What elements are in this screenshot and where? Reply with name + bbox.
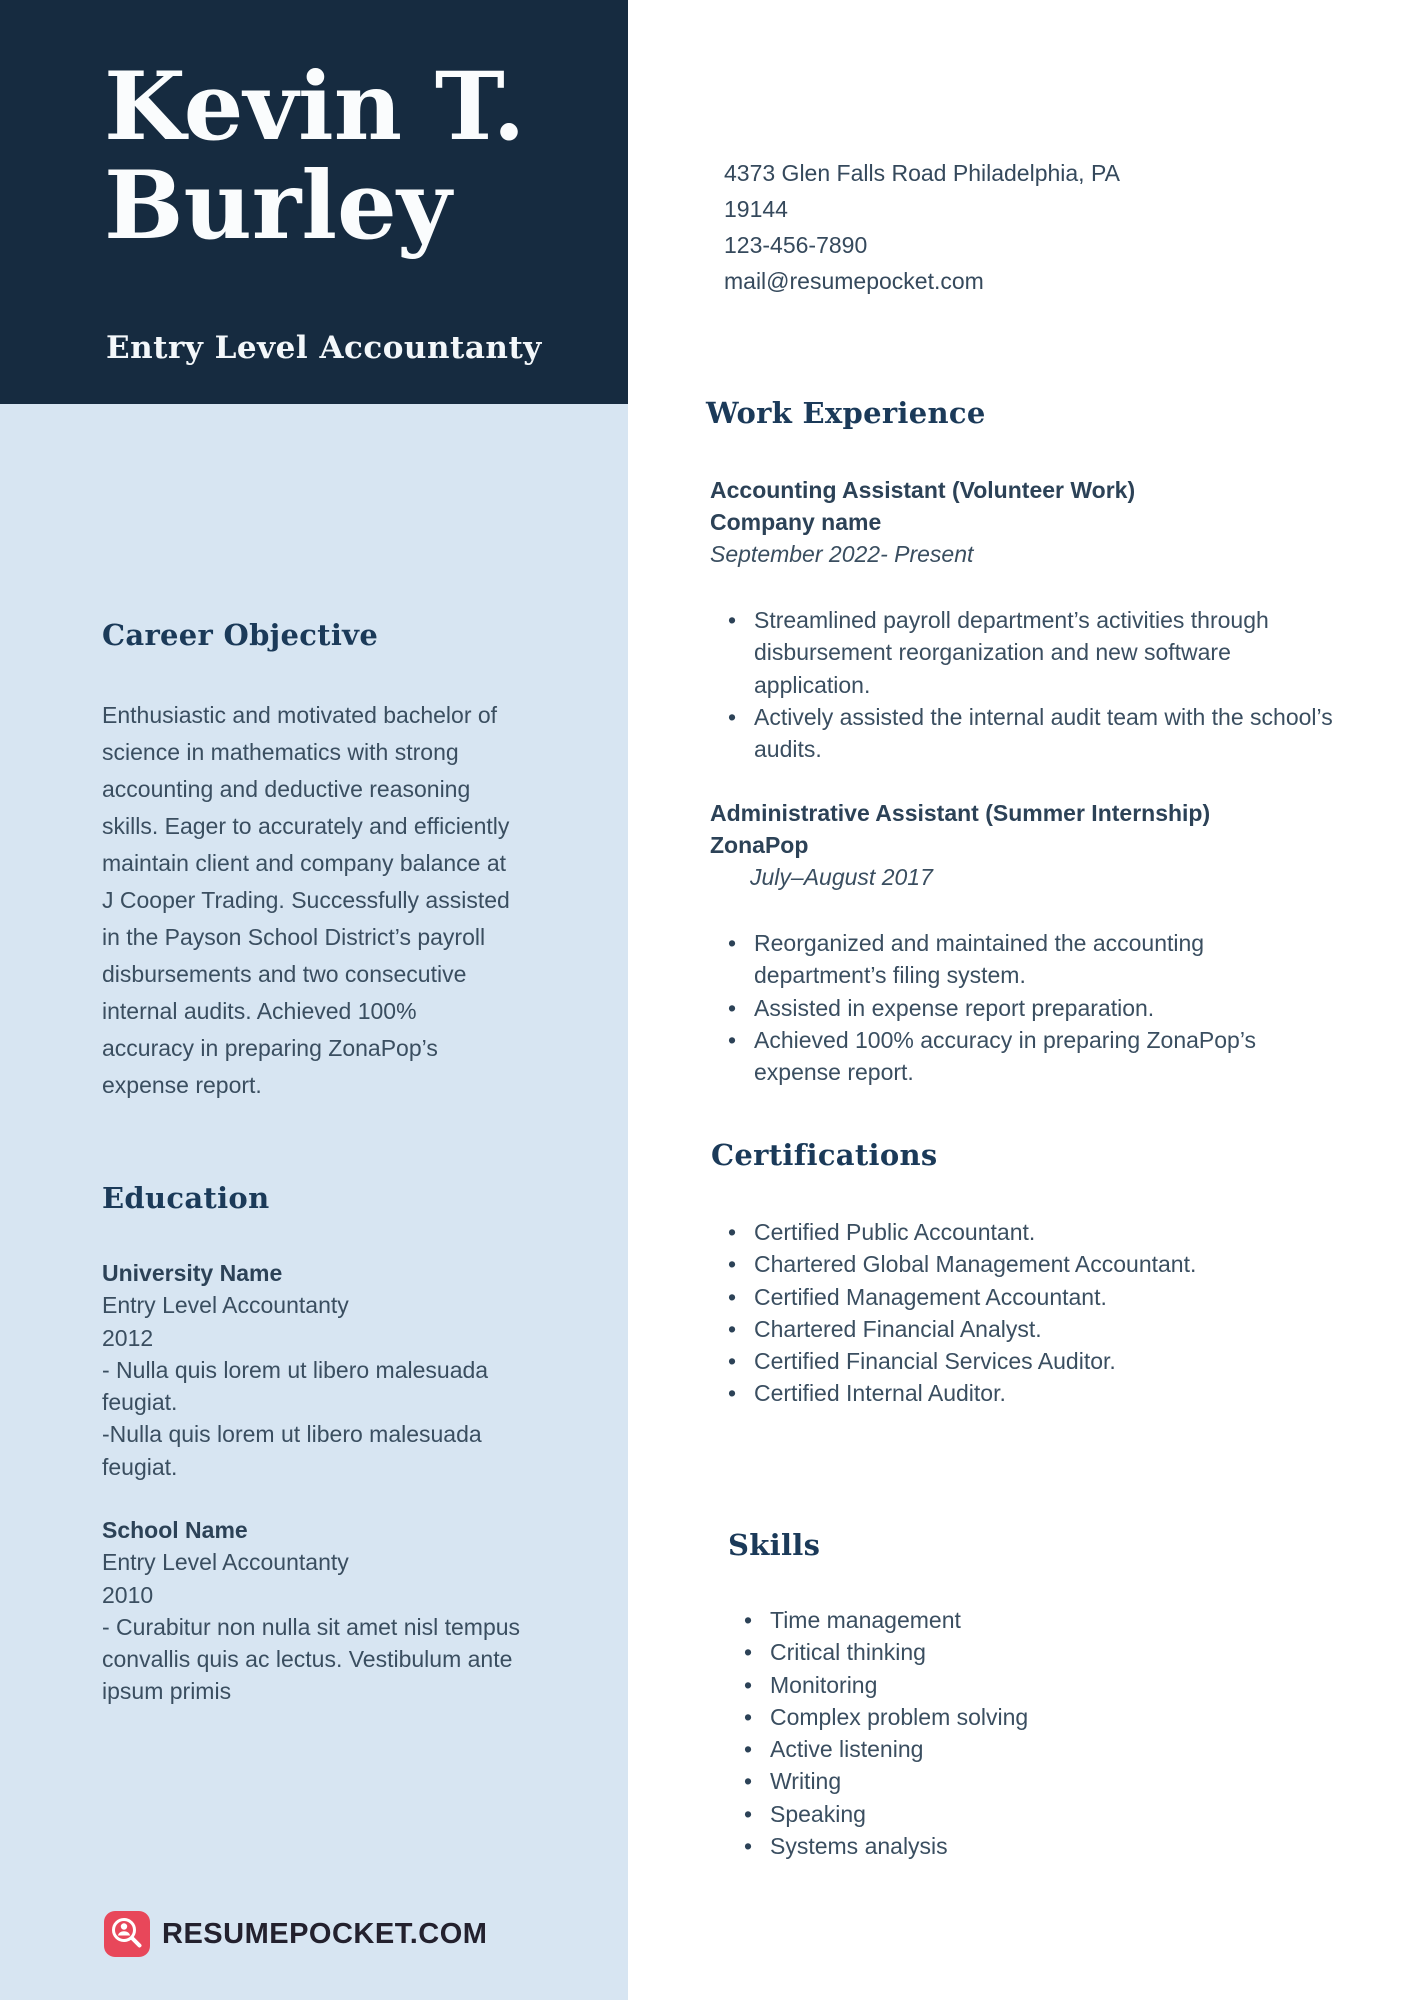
job-title-subtitle: Entry Level Accountanty <box>106 330 542 366</box>
education-institution: University Name <box>102 1260 283 1286</box>
education-note: -Nulla quis lorem ut libero malesuada feugiat. <box>102 1421 482 1480</box>
education-note: - Curabitur non nulla sit amet nisl tempus convallis quis ac lectus. Vestibulum ante ipsum primis <box>102 1613 521 1705</box>
job-company: ZonaPop <box>710 832 809 858</box>
education-degree: Entry Level Accountanty <box>102 1292 349 1319</box>
skill-item: • Active listening <box>722 1733 1353 1765</box>
education-year: 2012 <box>102 1324 154 1351</box>
job-dates: July–August 2017 <box>750 864 933 890</box>
job-title: Administrative Assistant (Summer Internship) <box>710 800 1211 826</box>
skill-item: • Time management <box>722 1604 1353 1636</box>
brand-name-text: RESUMEPOCKET.COM <box>162 1917 488 1950</box>
job-bullet: • Actively assisted the internal audit team with the school’s audits. <box>706 701 1337 766</box>
certifications-list <box>706 1216 1337 1410</box>
certifications-heading: Certifications <box>711 1138 938 1172</box>
job-bullet-list <box>706 927 1337 1088</box>
job-bullet: • Reorganized and maintained the accounting department’s filing system. <box>706 927 1337 992</box>
contact-phone: 123-456-7890 <box>724 232 868 258</box>
contact-address-line: 4373 Glen Falls Road Philadelphia, PA <box>724 160 1120 186</box>
skill-item: • Systems analysis <box>722 1830 1353 1862</box>
certification-item: • Certified Management Accountant. <box>706 1281 1337 1313</box>
certification-item: • Chartered Global Management Accountant. <box>706 1248 1337 1280</box>
education-heading: Education <box>102 1181 270 1215</box>
education-institution: School Name <box>102 1517 248 1543</box>
skill-item: • Speaking <box>722 1798 1353 1830</box>
job-bullet: • Streamlined payroll department’s activities through disbursement reorganization and new software application. <box>706 604 1337 701</box>
name-heading <box>104 52 604 261</box>
work-experience-heading: Work Experience <box>706 396 986 430</box>
skill-item: • Monitoring <box>722 1669 1353 1701</box>
career-objective-heading: Career Objective <box>102 618 379 652</box>
job-title: Accounting Assistant (Volunteer Work) <box>710 477 1136 503</box>
footer-brand <box>104 1911 487 1957</box>
skills-list <box>722 1604 1353 1862</box>
education-entry <box>102 1514 557 1708</box>
magnifier-person-logo-icon <box>104 1911 150 1957</box>
skill-item: • Complex problem solving <box>722 1701 1353 1733</box>
education-note: - Nulla quis lorem ut libero malesuada feugiat. <box>102 1356 489 1416</box>
education-entry <box>102 1257 557 1483</box>
job-bullet: • Achieved 100% accuracy in preparing ZonaPop’s expense report. <box>706 1024 1337 1089</box>
job-bullet: • Assisted in expense report preparation. <box>706 992 1337 1024</box>
name-line-2: Burley <box>104 150 452 261</box>
job-entry <box>710 797 1210 893</box>
certification-item: • Certified Public Accountant. <box>706 1216 1337 1248</box>
education-year: 2010 <box>102 1581 154 1608</box>
skill-item: • Writing <box>722 1765 1353 1797</box>
job-dates: September 2022- Present <box>710 541 974 567</box>
certification-item: • Certified Internal Auditor. <box>706 1377 1337 1409</box>
certification-item: • Chartered Financial Analyst. <box>706 1313 1337 1345</box>
contact-email: mail@resumepocket.com <box>724 268 984 294</box>
contact-block <box>724 155 1144 299</box>
skill-item: • Critical thinking <box>722 1636 1353 1668</box>
name-line-1: Kevin T. <box>104 52 526 162</box>
skills-heading: Skills <box>728 1528 821 1562</box>
job-entry <box>710 474 1135 570</box>
career-objective-paragraph: Enthusiastic and motivated bachelor of science in mathematics with strong accounting and deductive reasoning skills. Eager to accurately and efficiently maintain client and company balance at J Cooper Trading. Successfully assisted in the Payson School District’s payroll disbursements and two consecutive internal audits. Achieved 100% accuracy in preparing ZonaPop’s expense report. <box>102 702 510 1098</box>
certification-item: • Certified Financial Services Auditor. <box>706 1345 1337 1377</box>
job-company: Company name <box>710 509 882 535</box>
education-degree: Entry Level Accountanty <box>102 1549 349 1576</box>
contact-zip-line: 19144 <box>724 196 788 222</box>
job-bullet-list <box>706 604 1337 765</box>
